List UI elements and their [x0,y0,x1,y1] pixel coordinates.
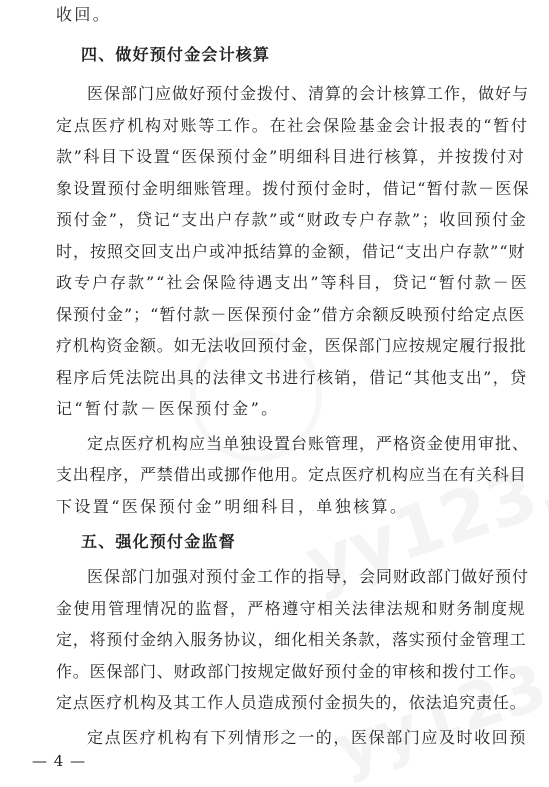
paragraph-line: 支出程序，严禁借出或挪作他用。定点医疗机构应当在有关科目 [56,465,527,484]
paragraph-line: 预付金”，贷记“支出户存款”或“财政专户存款”；收回预付金 [56,210,528,229]
paragraph-line: 时，按照交回支出户或冲抵结算的金额，借记“支出户存款”“财 [56,242,526,261]
section-heading: 五、强化预付金监督 [81,532,236,551]
page-number: — 4 — [32,752,87,770]
section-heading: 四、做好预付金会计核算 [81,45,271,64]
paragraph-line: 款”科目下设置“医保预付金”明细科目进行核算，并按拨付对 [56,147,526,166]
paragraph-line: 收回。 [56,5,112,24]
paragraph-line: 定点医疗机构对账等工作。在社会保险基金会计报表的“暂付 [56,116,529,135]
paragraph-line: 定点医疗机构应当单独设置台账管理，严格资金使用审批、 [87,434,530,453]
paragraph-line: 象设置预付金明细账管理。拨付预付金时，借记“暂付款－医保 [56,179,530,198]
paragraph-line: 定，将预付金纳入服务协议，细化相关条款，落实预付金管理工 [56,630,527,649]
paragraph-line: 作。医保部门、财政部门按规定做好预付金的审核和拨付工作。 [56,662,527,681]
paragraph-line: 定点医疗机构及其工作人员造成预付金损失的，依法追究责任。 [56,693,527,712]
paragraph-line: 保预付金”；“暂付款－医保预付金”借方余额反映预付给定点医 [56,305,526,324]
paragraph-line: 定点医疗机构有下列情形之一的，医保部门应及时收回预 [87,728,528,747]
paragraph-line: 程序后凭法院出具的法律文书进行核销，借记“其他支出”，贷 [56,368,528,387]
paragraph-line: 下设置“医保预付金”明细科目，单独核算。 [56,497,409,516]
paragraph-line: 政专户存款”“社会保险待遇支出”等科目，贷记“暂付款－医 [56,273,529,292]
paragraph-line: 金使用管理情况的监督，严格遵守相关法律法规和财务制度规 [56,599,526,618]
paragraph-line: 记“暂付款－医保预付金”。 [56,399,280,418]
paragraph-line: 疗机构资金额。如无法收回预付金，医保部门应按规定履行报批 [56,336,527,355]
paragraph-line: 医保部门应做好预付金拨付、清算的会计核算工作，做好与 [87,84,530,103]
paragraph-line: 医保部门加强对预付金工作的指导，会同财政部门做好预付 [87,567,530,586]
